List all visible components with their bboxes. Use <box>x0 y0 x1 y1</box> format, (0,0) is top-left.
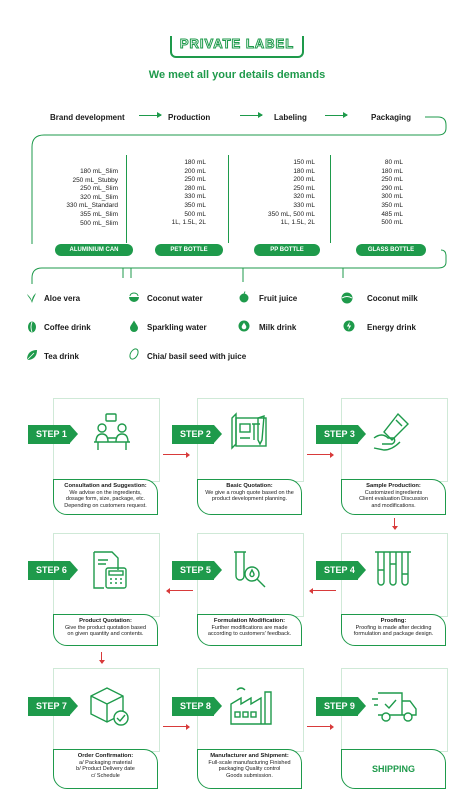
divider <box>228 155 229 243</box>
step-8-label: STEP 8 <box>172 697 214 716</box>
pp-bottle-badge: PP BOTTLE <box>254 244 320 256</box>
step-5-label: STEP 5 <box>172 561 214 580</box>
pp-sizes: 150 mL 180 mL 200 mL 250 mL 320 mL 330 mL 350 mL, 500 mL 1L, 1.5L, 2L <box>268 159 315 227</box>
seed-icon <box>128 348 140 360</box>
drink-aloe-vera: Aloe vera <box>44 294 81 303</box>
arrow-down-icon <box>101 652 102 663</box>
page-subtitle: We meet all your details demands <box>148 69 326 81</box>
aluminium-can-badge: ALUMINIUM CAN <box>55 244 133 256</box>
glass-bottle-badge: GLASS BOTTLE <box>356 244 426 256</box>
fruit-icon <box>238 291 250 303</box>
drink-coconut-water: Coconut water <box>147 294 203 303</box>
drink-energy: Energy drink <box>367 323 416 332</box>
drink-coconut-milk: Coconut milk <box>367 294 418 303</box>
aloe-icon <box>26 292 38 304</box>
pet-sizes: 180 mL 200 mL 250 mL 280 mL 330 mL 350 mL 500 mL 1L, 1.5L, 2L <box>171 159 206 227</box>
step-3-description: Sample Production: Customized ingredients Client evaluation Discussion and modifications. <box>341 479 446 515</box>
drink-milk: Milk drink <box>259 323 297 332</box>
glass-sizes: 80 mL 180 mL 250 mL 290 mL 300 mL 350 mL 485 mL 500 mL <box>381 159 403 227</box>
flask-magnifier-icon <box>228 550 268 590</box>
pet-bottle-badge: PET BOTTLE <box>155 244 223 256</box>
drink-chia-basil: Chia/ basil seed with juice <box>147 352 247 361</box>
step-5-description: Formulation Modification: Further modifications are made according to customers' feedback. <box>197 614 302 646</box>
test-tubes-icon <box>373 550 413 590</box>
truck-check-icon <box>372 689 418 725</box>
drink-fruit-juice: Fruit juice <box>259 294 298 303</box>
drink-tea: Tea drink <box>44 352 79 361</box>
step-4-label: STEP 4 <box>316 561 358 580</box>
step-8-description: Manufacturer and Shipment: Full-scale manufacturing Finished packaging Quality control Goods submission. <box>197 749 302 789</box>
arrow-right-icon <box>163 454 189 455</box>
coconut-icon <box>128 292 140 304</box>
arrow-down-icon <box>394 518 395 529</box>
process-production: Production <box>168 113 211 122</box>
arrow-left-icon <box>167 590 193 591</box>
step-3-label: STEP 3 <box>316 425 358 444</box>
consultation-icon <box>92 412 132 452</box>
tea-leaf-icon <box>26 349 38 361</box>
blueprint-icon <box>230 412 270 452</box>
arrow-left-icon <box>310 590 336 591</box>
drink-coffee: Coffee drink <box>44 323 91 332</box>
water-drop-icon <box>128 320 140 332</box>
step-1-label: STEP 1 <box>28 425 70 444</box>
divider <box>330 155 331 243</box>
lightning-icon <box>343 320 355 332</box>
arrow-right-icon <box>163 726 189 727</box>
step-6-label: STEP 6 <box>28 561 70 580</box>
step-7-description: Order Confirmation: a/ Packaging material b/ Product Delivery date c/ Schedule <box>53 749 158 789</box>
step-2-label: STEP 2 <box>172 425 214 444</box>
factory-icon <box>229 686 273 726</box>
step-9-label: STEP 9 <box>316 697 358 716</box>
process-brand-development: Brand development <box>50 113 125 122</box>
sample-hand-icon <box>372 412 412 452</box>
arrow-right-icon <box>307 454 333 455</box>
step-1-description: Consultation and Suggestion: We advise on the ingredients, dosage form, size, package, etc. Depending on customers request. <box>53 479 158 515</box>
aluminium-sizes: 180 mL_Slim 250 mL_Stubby 250 mL_Slim 320 mL_Slim 330 mL_Standard 355 mL_Slim 500 mL_Slim <box>66 168 118 227</box>
step-9-description: SHIPPING <box>341 749 446 789</box>
process-packaging: Packaging <box>371 113 412 122</box>
step-2-description: Basic Quotation: We give a rough quote based on the product development planning. <box>197 479 302 515</box>
drink-sparkling-water: Sparkling water <box>147 323 207 332</box>
step-6-description: Product Quotation: Give the product quotation based on given quantity and contents. <box>53 614 158 646</box>
divider <box>126 155 127 243</box>
milk-drop-icon <box>238 320 250 332</box>
step-7-label: STEP 7 <box>28 697 70 716</box>
process-labeling: Labeling <box>274 113 307 122</box>
box-check-icon <box>87 686 131 726</box>
step-4-description: Proofing: Proofing is made after deciding formulation and package design. <box>341 614 446 646</box>
calculator-icon <box>90 550 130 590</box>
coffee-bean-icon <box>26 321 38 333</box>
coconut-milk-icon <box>341 292 353 304</box>
page-title: PRIVATE LABEL <box>179 36 295 51</box>
arrow-right-icon <box>307 726 333 727</box>
